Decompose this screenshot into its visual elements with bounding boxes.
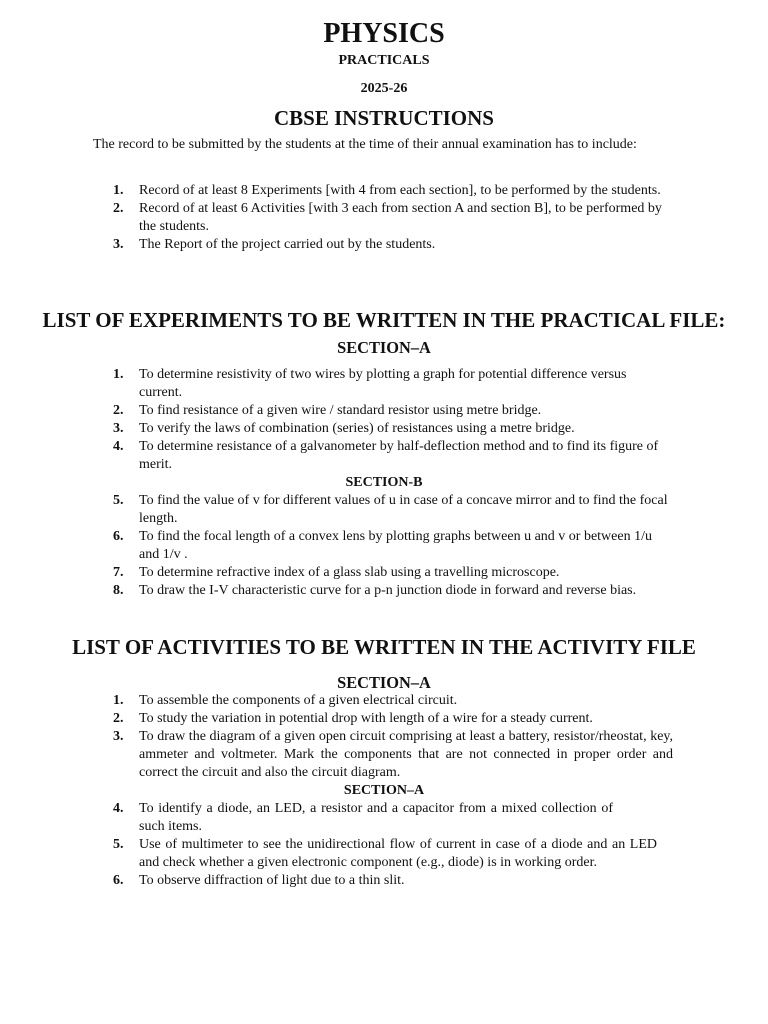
- item-number: 2.: [113, 201, 124, 216]
- list-item: [93, 564, 673, 582]
- item-number: 6.: [113, 529, 124, 544]
- item-text: To determine resistance of a galvanometer by half-deflection method and to find its figure of merit.: [139, 439, 659, 472]
- list-item: [93, 438, 673, 474]
- list-item: [93, 182, 673, 200]
- item-number: 3.: [113, 421, 124, 436]
- list-item: [93, 692, 673, 710]
- item-text: Record of at least 6 Activities [with 3 each from section A and section B], to be performed by the students.: [139, 201, 662, 234]
- item-number: 6.: [113, 873, 124, 888]
- record-list: [93, 182, 673, 254]
- item-number: 3.: [113, 729, 124, 744]
- experiments-heading: LIST OF EXPERIMENTS TO BE WRITTEN IN THE PRACTICAL FILE:: [42, 308, 726, 332]
- item-number: 5.: [113, 493, 124, 508]
- item-text: To identify a diode, an LED, a resistor and a capacitor from a mixed collection of such items.: [139, 801, 613, 834]
- document-kind: PRACTICALS: [338, 53, 430, 68]
- experiments-section-a-title: SECTION–A: [337, 338, 431, 357]
- item-text: To observe diffraction of light due to a thin slit.: [139, 873, 405, 888]
- list-item: [93, 528, 673, 564]
- list-item: [93, 402, 673, 420]
- activities-section-b-title: SECTION–A: [343, 783, 425, 798]
- item-text: To draw the I-V characteristic curve for a p-n junction diode in forward and reverse bias.: [139, 583, 637, 598]
- item-text: To determine resistivity of two wires by plotting a graph for potential difference versus current.: [139, 367, 627, 400]
- item-text: The Report of the project carried out by the students.: [139, 237, 436, 252]
- item-text: Use of multimeter to see the unidirectional flow of current in case of a diode and an LED and check whether a given electronic component (e.g., diode) is in working order.: [139, 837, 657, 870]
- list-item: [93, 420, 673, 438]
- list-item: [93, 492, 673, 528]
- item-text: To determine refractive index of a glass slab using a travelling microscope.: [139, 565, 560, 580]
- document-subject: PHYSICS: [323, 18, 445, 49]
- item-number: 5.: [113, 837, 124, 852]
- list-item: [93, 200, 673, 236]
- instructions-title: CBSE INSTRUCTIONS: [274, 106, 494, 130]
- list-item: [93, 728, 673, 782]
- document-session: 2025-26: [360, 81, 408, 96]
- list-item: [93, 872, 673, 890]
- list-item: [93, 836, 673, 872]
- list-item: [93, 710, 673, 728]
- item-text: To study the variation in potential drop with length of a wire for a steady current.: [139, 711, 593, 726]
- item-text: To find the value of v for different values of u in case of a concave mirror and to find the focal length.: [139, 493, 668, 526]
- intro-paragraph: The record to be submitted by the students at the time of their annual examination has to include:: [93, 137, 637, 152]
- list-item: [93, 582, 673, 600]
- item-number: 1.: [113, 693, 124, 708]
- item-number: 3.: [113, 237, 124, 252]
- activities-list: [93, 692, 673, 890]
- activities-section-a-title: SECTION–A: [337, 673, 431, 692]
- item-number: 1.: [113, 367, 124, 382]
- item-text: To find the focal length of a convex lens by plotting graphs between u and v or between 1/u and 1/v .: [139, 529, 652, 562]
- section-heading-row: [93, 474, 673, 492]
- item-number: 2.: [113, 711, 124, 726]
- list-item: [93, 366, 673, 402]
- item-text: To draw the diagram of a given open circuit comprising at least a battery, resistor/rheostat, key, ammeter and voltmeter. Mark the components that are not connected in proper order and correct the circuit and also the circuit diagram.: [139, 729, 673, 780]
- item-text: To assemble the components of a given electrical circuit.: [139, 693, 458, 708]
- experiments-section-b-title: SECTION-B: [345, 475, 423, 490]
- item-number: 4.: [113, 801, 124, 816]
- item-text: Record of at least 8 Experiments [with 4 from each section], to be performed by the students.: [139, 183, 661, 198]
- list-item: [93, 236, 673, 254]
- item-text: To find resistance of a given wire / standard resistor using metre bridge.: [139, 403, 542, 418]
- item-number: 8.: [113, 583, 124, 598]
- list-item: [93, 800, 673, 836]
- item-number: 4.: [113, 439, 124, 454]
- experiments-list: [93, 366, 673, 600]
- item-number: 1.: [113, 183, 124, 198]
- item-text: To verify the laws of combination (series) of resistances using a metre bridge.: [139, 421, 575, 436]
- activities-heading: LIST OF ACTIVITIES TO BE WRITTEN IN THE ACTIVITY FILE: [72, 635, 696, 659]
- item-number: 7.: [113, 565, 124, 580]
- section-heading-row: [93, 782, 673, 800]
- item-number: 2.: [113, 403, 124, 418]
